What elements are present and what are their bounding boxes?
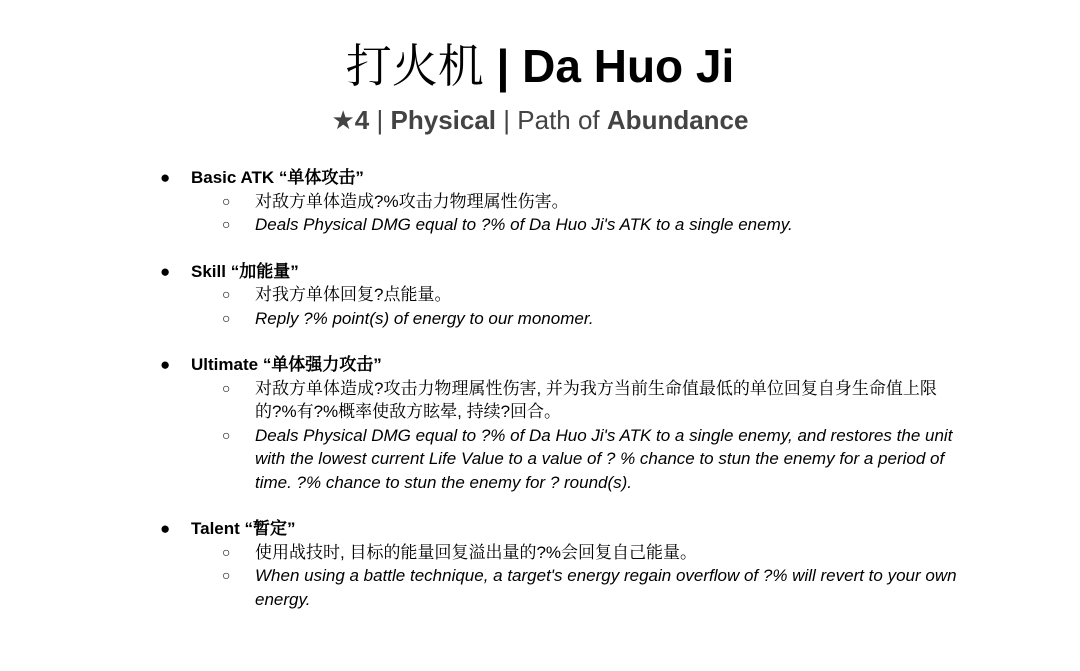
sub-bullet: ○ (222, 216, 231, 232)
sub-bullet: ○ (222, 543, 231, 560)
title-english: Da Huo Ji (522, 40, 735, 92)
desc-text: 对敌方单体造成?攻击力物理属性伤害, 并为我方当前生命值最低的单位回复自身生命值上限的?%有?%概率使敌方眩晕, 持续?回合。 (255, 378, 937, 421)
ability-desc-cn (160, 541, 960, 565)
ability-desc-cn (160, 190, 960, 214)
ability-name: “单体攻击” (278, 168, 364, 187)
ability-desc-cn (160, 283, 960, 307)
element: Physical (390, 105, 497, 135)
ability-desc-en (160, 564, 960, 611)
ability-heading (160, 353, 960, 377)
ability-type: Basic ATK (191, 168, 275, 187)
ability-name: “暂定” (244, 519, 296, 538)
ability-name: “加能量” (230, 261, 299, 281)
title-separator: | (496, 40, 510, 92)
subtitle-separator: | (503, 105, 511, 135)
ability-type: Ultimate (191, 355, 259, 374)
bullet: ● (160, 168, 171, 187)
abilities-list (160, 166, 960, 634)
ability-type: Talent (191, 519, 240, 538)
page-subtitle (0, 102, 1080, 138)
desc-text: 使用战技时, 目标的能量回复溢出量的?%会回复自己能量。 (255, 542, 698, 562)
ability-desc-en (160, 307, 960, 331)
sub-bullet: ○ (222, 379, 231, 396)
ability-ultimate (160, 353, 960, 494)
bullet: ● (160, 519, 171, 538)
path-prefix: Path of (517, 105, 600, 135)
bullet: ● (160, 261, 171, 281)
desc-text: Deals Physical DMG equal to ?% of Da Huo Ji's ATK to a single enemy, and restores the unit with the lowest current Life Value to a value of ? % chance to stun the enemy for a period of time. ?% chance to stun the enemy for ? round(s). (255, 425, 953, 492)
ability-basic-atk (160, 166, 960, 237)
sub-bullet: ○ (222, 192, 231, 209)
subtitle-separator: | (376, 105, 384, 135)
ability-talent (160, 517, 960, 611)
ability-type: Skill (191, 261, 226, 281)
desc-text: Deals Physical DMG equal to ?% of Da Huo Ji's ATK to a single enemy. (255, 215, 793, 234)
ability-desc-cn (160, 377, 960, 424)
rarity: ★4 (331, 105, 370, 135)
page-title (0, 36, 1080, 96)
desc-text: 对敌方单体造成?%攻击力物理属性伤害。 (255, 191, 569, 211)
desc-text: Reply ?% point(s) of energy to our monomer. (255, 308, 594, 328)
ability-heading (160, 166, 960, 190)
desc-text: When using a battle technique, a target's energy regain overflow of ?% will revert to your own energy. (255, 566, 957, 609)
sub-bullet: ○ (222, 309, 231, 326)
sub-bullet: ○ (222, 286, 231, 302)
sub-bullet: ○ (222, 426, 231, 443)
ability-heading (160, 260, 960, 284)
ability-name: “单体强力攻击” (262, 355, 382, 374)
sub-bullet: ○ (222, 567, 231, 583)
ability-skill (160, 260, 960, 331)
ability-desc-en (160, 213, 960, 237)
title-chinese: 打火机 (345, 40, 484, 92)
path-name: Abundance (606, 105, 749, 135)
ability-heading (160, 517, 960, 541)
bullet: ● (160, 355, 171, 374)
desc-text: 对我方单体回复?点能量。 (255, 285, 452, 304)
ability-desc-en (160, 424, 960, 495)
